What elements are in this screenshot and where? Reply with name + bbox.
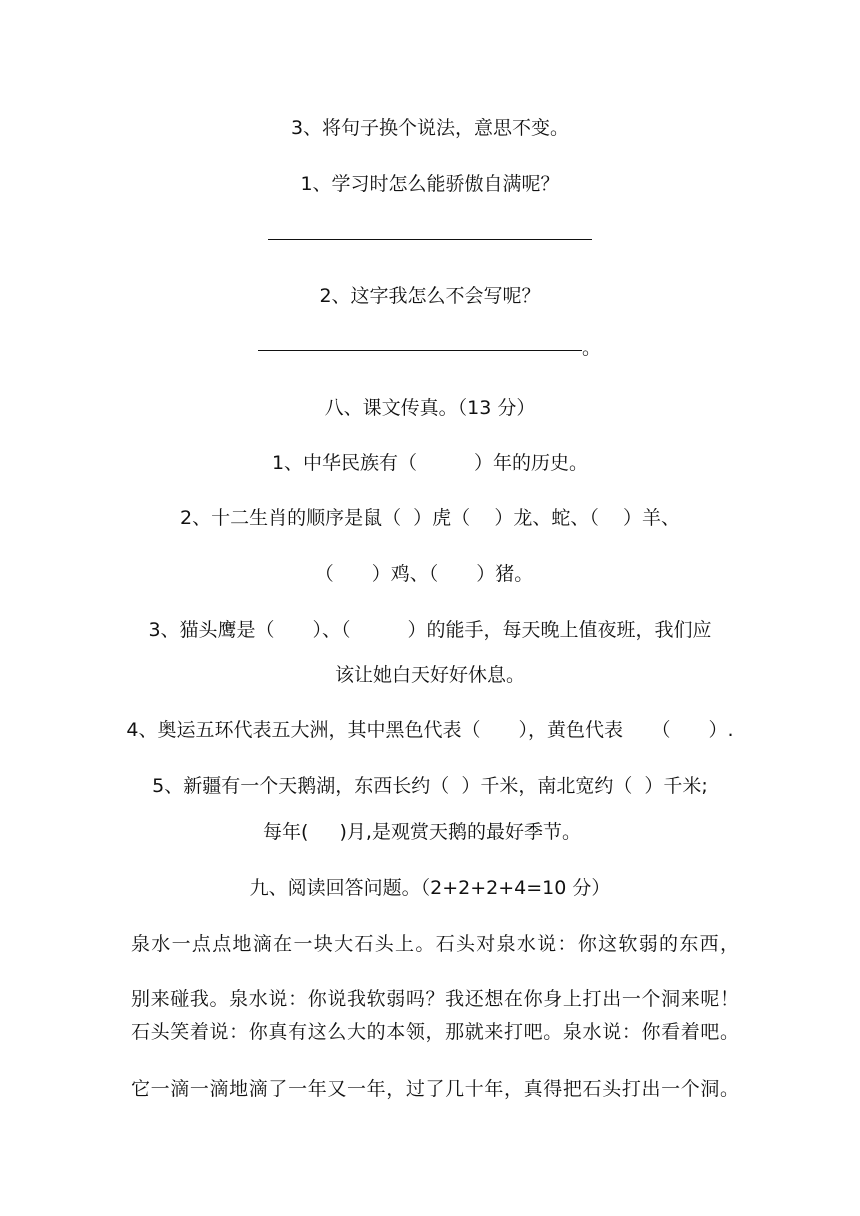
- answer-line-1: [268, 239, 592, 240]
- section8-question-2-line2: （ ）鸡、（ ）猪。: [314, 563, 534, 585]
- answer-line-2: [258, 350, 582, 351]
- section8-question-5-line2: 每年( )月,是观赏天鹅的最好季节。: [263, 821, 581, 843]
- passage-line-1: 泉水一点点地滴在一块大石头上。石头对泉水说：你这软弱的东西，: [131, 933, 739, 955]
- passage-line-3: 石头笑着说：你真有这么大的本领，那就来打吧。泉水说：你看着吧。: [131, 1021, 739, 1043]
- passage-line-4: 它一滴一滴地滴了一年又一年，过了几十年，真得把石头打出一个洞。: [131, 1078, 739, 1100]
- section8-question-2-line1: 2、十二生肖的顺序是鼠（ ）虎（ ）龙、蛇、（ ）羊、: [180, 507, 680, 529]
- section8-question-5-line1: 5、新疆有一个天鹅湖，东西长约（ ）千米，南北宽约（ ）千米;: [152, 775, 708, 797]
- section8-question-4: 4、奥运五环代表五大洲，其中黑色代表（ ），黄色代表 （ ）.: [126, 719, 734, 741]
- section3-heading: 3、将句子换个说法，意思不变。: [290, 117, 570, 139]
- section8-heading: 八、课文传真。（13 分）: [324, 397, 536, 419]
- section8-question-3-line2: 该让她白天好好休息。: [334, 664, 525, 686]
- answer-line-2-period: 。: [582, 337, 602, 359]
- section8-question-1: 1、中华民族有（ ）年的历史。: [271, 452, 589, 474]
- passage-line-2: 别来碰我。泉水说：你说我软弱吗？我还想在你身上打出一个洞来呢！: [131, 988, 739, 1010]
- section8-question-3-line1: 3、猫头鹰是（ ）、（ ）的能手，每天晚上值夜班，我们应: [148, 619, 712, 641]
- section9-heading: 九、阅读回答问题。（2+2+2+4=10 分）: [249, 877, 611, 899]
- question-1: 1、学习时怎么能骄傲自满呢？: [300, 173, 560, 195]
- question-2: 2、这字我怎么不会写呢？: [319, 285, 541, 307]
